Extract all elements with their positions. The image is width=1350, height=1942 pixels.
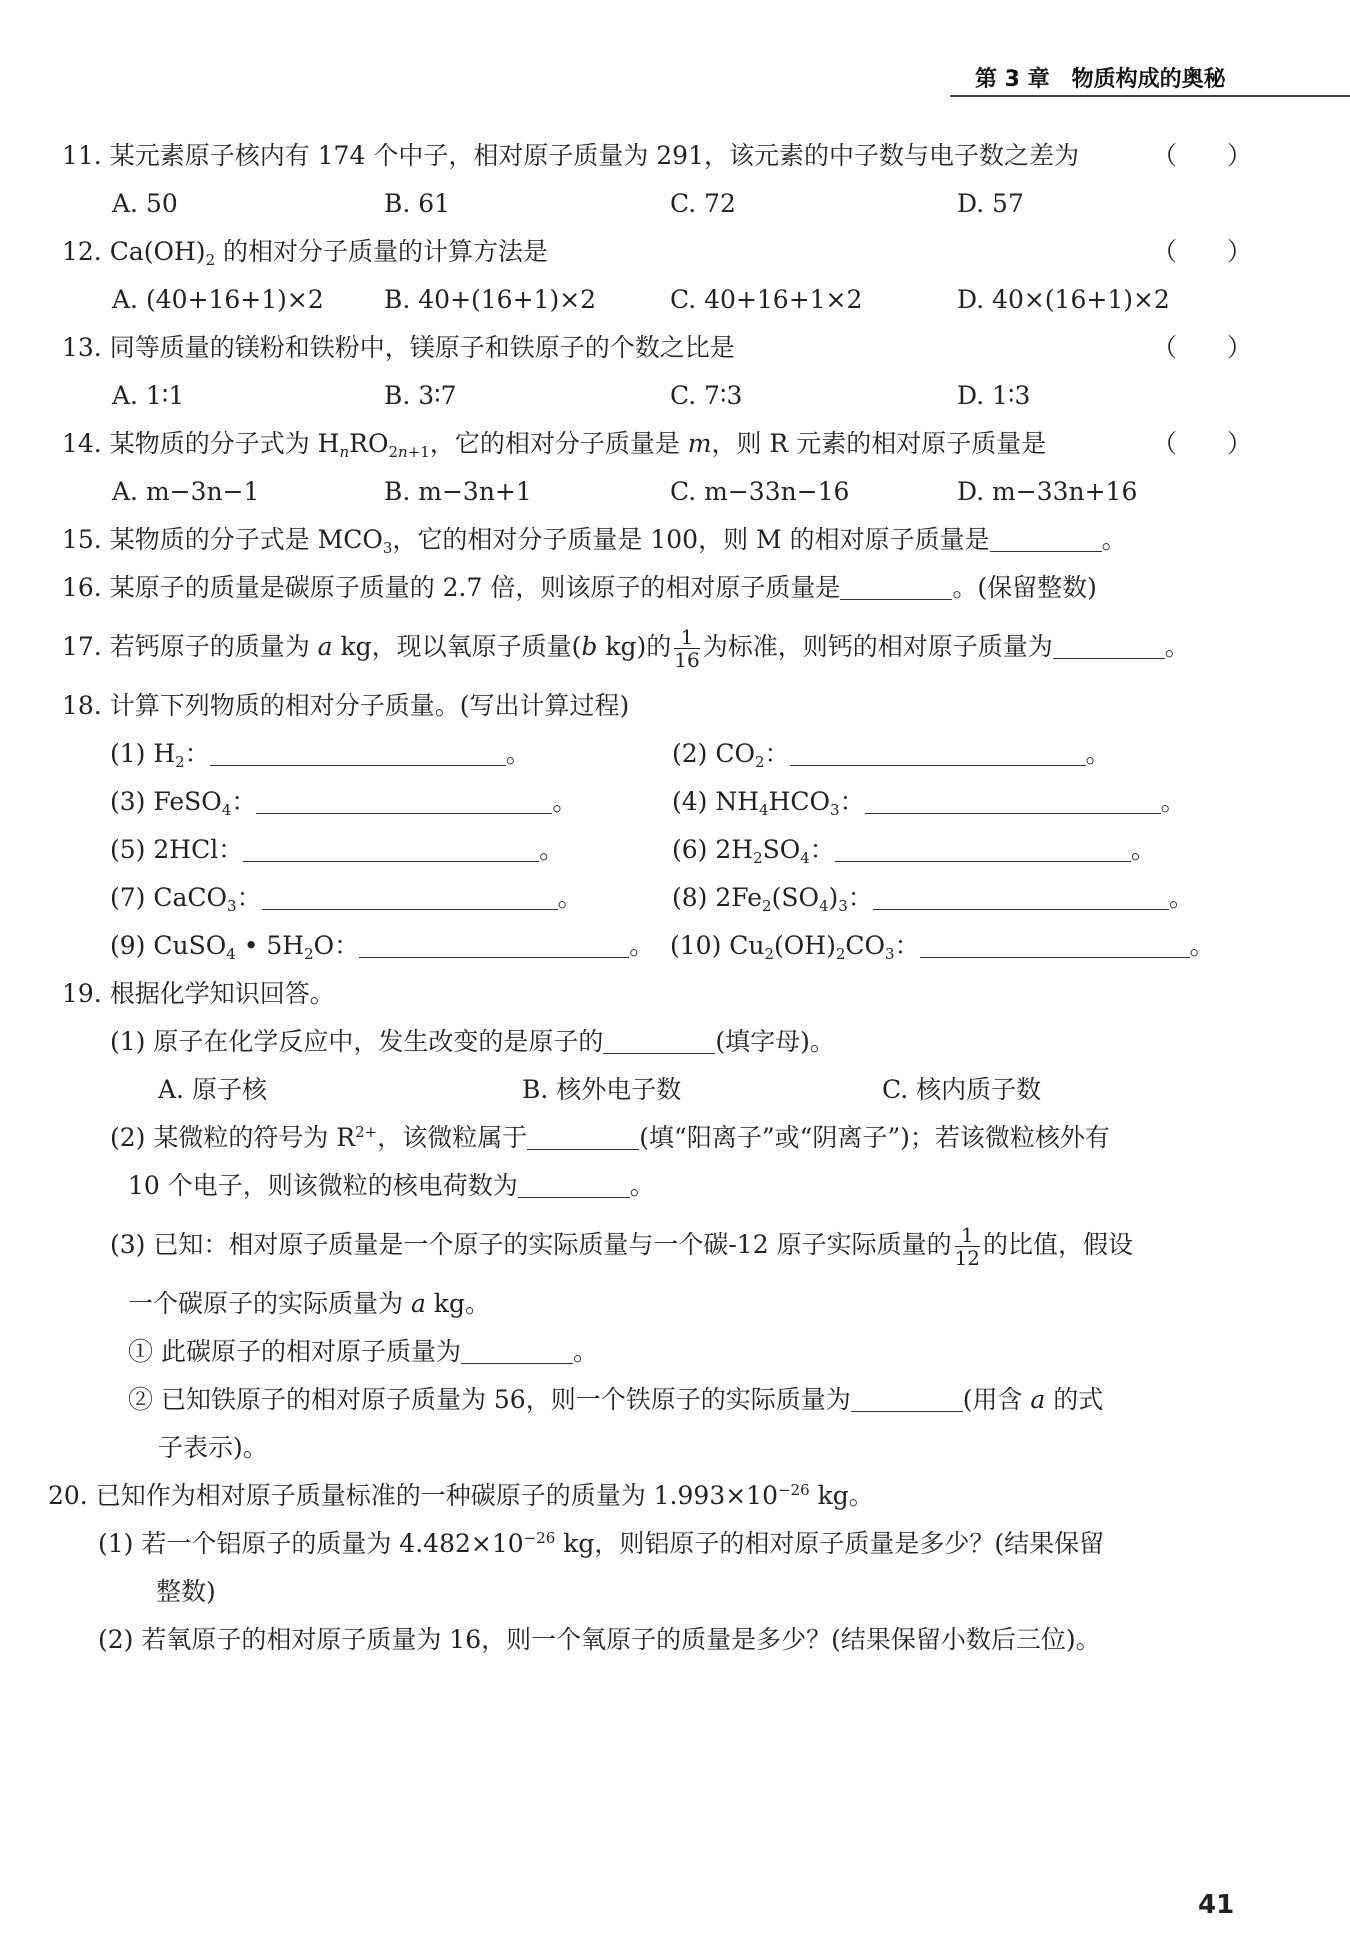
- option-b: B. 核外电子数: [522, 1075, 682, 1104]
- q20-p1-text-c: 整数): [156, 1577, 216, 1606]
- q19-part-2-cont: [62, 1162, 1252, 1210]
- q19-sub-2-cont: [62, 1424, 1252, 1472]
- answer-blank[interactable]: [790, 735, 1086, 766]
- item-label: (9) CuSO: [110, 931, 227, 960]
- var-a: a: [317, 632, 333, 661]
- q11-options: [62, 180, 1252, 228]
- q17-stem-mid: kg，现以氧原子质量(: [332, 632, 582, 661]
- q19-p1-note: (填字母)。: [715, 1027, 835, 1056]
- answer-blank[interactable]: [851, 1381, 963, 1412]
- q14-stem-tail: ，它的相对分子质量是: [429, 429, 688, 458]
- q19-s1-text: ① 此碳原子的相对原子质量为: [128, 1337, 461, 1366]
- answer-bracket: （ ）: [1151, 237, 1252, 266]
- q19-sub-1: [62, 1328, 1252, 1376]
- q18-item-2: (2) $CO_2$： 。: [672, 730, 1111, 778]
- question-17: [62, 612, 1252, 682]
- item-label: (1) H: [110, 739, 176, 768]
- colon: ：: [809, 835, 835, 864]
- item-label-cont: • 5H: [235, 931, 305, 960]
- q12-stem: 的相对分子质量的计算方法是: [215, 237, 549, 266]
- option-b: B. m−3n+1: [384, 477, 532, 506]
- q18-row-5: (9) CuSO$_4$ • $5H_2O$： 。 (10) $Cu_2(OH)_2CO_3$： 。: [62, 922, 1252, 970]
- option-a: A. m−3n−1: [112, 477, 260, 506]
- q16-note: 。(保留整数): [952, 573, 1097, 602]
- answer-bracket: （ ）: [1151, 141, 1252, 170]
- q19-p1-options: [62, 1066, 1252, 1114]
- numerator: 1: [955, 1224, 980, 1247]
- colon: ：: [218, 835, 244, 864]
- q15-stem-tail: ，它的相对分子质量是 100，则 M 的相对原子质量是: [392, 525, 990, 554]
- period: 。: [572, 1337, 598, 1366]
- q17-stem: 17. 若钙原子的质量为: [62, 632, 318, 661]
- option-d: D. 1∶3: [957, 381, 1031, 410]
- answer-blank[interactable]: [990, 521, 1102, 552]
- q19-s2-note: (用含: [962, 1385, 1031, 1414]
- q19-p2-text-c: (填“阳离子”或“阴离子”)；若该微粒核外有: [639, 1123, 1110, 1152]
- answer-blank[interactable]: [873, 879, 1169, 910]
- option-c: C. m−33n−16: [670, 477, 850, 506]
- colon: ：: [894, 931, 920, 960]
- item-label-cont: CO: [845, 931, 886, 960]
- q19-part-1: [62, 1018, 1252, 1066]
- colon: ：: [839, 787, 865, 816]
- q18-stem: 18. 计算下列物质的相对分子质量。(写出计算过程): [62, 691, 630, 720]
- var-a: a: [1030, 1385, 1046, 1414]
- page-number: 41: [1198, 1890, 1235, 1920]
- header-rule: [950, 95, 1350, 97]
- exponent: −26: [523, 1529, 556, 1547]
- item-label-cont: O: [313, 931, 335, 960]
- question-20: [48, 1472, 1252, 1520]
- period: 。: [1168, 883, 1194, 912]
- q20-p1-text: (1) 若一个铝原子的质量为 4.482×10: [98, 1529, 524, 1558]
- period: 。: [1160, 787, 1186, 816]
- option-a: A. 原子核: [158, 1075, 267, 1104]
- item-label-cont: (SO: [771, 883, 819, 912]
- question-16: [62, 564, 1252, 612]
- numerator: 1: [674, 626, 699, 649]
- item-label: (5) 2HCl: [110, 835, 219, 864]
- q20-p1-text-b: kg，则铝原子的相对原子质量是多少？(结果保留: [555, 1529, 1105, 1558]
- q19-s2-text-cont: 子表示)。: [158, 1433, 268, 1462]
- option-d: D. 40×(16+1)×2: [957, 285, 1170, 314]
- q19-p3-text-c: 一个碳原子的实际质量为: [128, 1289, 411, 1318]
- q12-number: 12.: [62, 237, 102, 266]
- question-14: [62, 420, 1252, 468]
- fraction: [955, 1224, 980, 1269]
- chapter-header: 第 3 章 物质构成的奥秘: [975, 67, 1226, 92]
- colon: ：: [847, 883, 873, 912]
- q18-row-3: [62, 826, 1252, 874]
- period: 。: [552, 787, 578, 816]
- colon: ：: [334, 931, 360, 960]
- question-18: [62, 682, 1252, 730]
- question-19: [62, 970, 1252, 1018]
- answer-blank[interactable]: [518, 1167, 630, 1198]
- denominator: 16: [674, 648, 700, 672]
- q19-p3-text-b: 的比值，假设: [983, 1230, 1134, 1259]
- q11-stem: 11. 某元素原子核内有 174 个中子，相对原子质量为 291，该元素的中子数与电子数之差为: [62, 141, 1079, 170]
- charge-superscript: 2+: [355, 1123, 378, 1141]
- period: 。: [1164, 632, 1190, 661]
- q18-row-1: (1) $H_2$： 。 (2) $CO_2$： 。: [62, 730, 1252, 778]
- denominator: 12: [954, 1246, 981, 1270]
- q19-p2-text-b: ，该微粒属于: [377, 1123, 528, 1152]
- answer-blank[interactable]: [527, 1119, 639, 1150]
- question-list: [48, 132, 1252, 1664]
- item-label: (4) NH: [672, 787, 760, 816]
- option-c: C. 7∶3: [670, 381, 743, 410]
- answer-blank[interactable]: [920, 927, 1190, 958]
- q19-p1-text: (1) 原子在化学反应中，发生改变的是原子的: [110, 1027, 604, 1056]
- q19-p3-text-d: kg。: [425, 1289, 490, 1318]
- q18-item-8: (8) $2Fe_2(SO_4)_3$： 。: [672, 874, 1194, 922]
- q14-stem-tail2: ，则 R 元素的相对原子质量是: [711, 429, 1047, 458]
- answer-blank[interactable]: [840, 569, 952, 600]
- q13-options: [62, 372, 1252, 420]
- period: 。: [1189, 931, 1215, 960]
- exponent: −26: [777, 1481, 810, 1499]
- fraction: [674, 626, 699, 671]
- q12-options: [62, 276, 1252, 324]
- option-c: C. 核内质子数: [882, 1075, 1042, 1104]
- option-c: C. 72: [670, 189, 736, 218]
- option-c: C. 40+16+1×2: [670, 285, 863, 314]
- answer-blank[interactable]: [210, 735, 506, 766]
- option-b: B. 61: [384, 189, 451, 218]
- question-15: 15. 某物质的分子式是 $MCO_3$，它的相对分子质量是 100，则 M 的相对原子质量是 。: [62, 516, 1252, 564]
- option-d: D. 57: [957, 189, 1024, 218]
- q19-part-2: [62, 1114, 1252, 1162]
- colon: ：: [231, 787, 257, 816]
- option-a: A. 1∶1: [112, 381, 185, 410]
- colon: ：: [184, 739, 210, 768]
- q19-p3-text: (3) 已知：相对原子质量是一个原子的实际质量与一个碳-12 原子实际质量的: [110, 1230, 952, 1259]
- period: 。: [539, 835, 565, 864]
- item-label: (2) CO: [672, 739, 755, 768]
- answer-blank[interactable]: [835, 831, 1131, 862]
- q18-row-2: (3) FeSO$_4$： 。 (4) $NH_4HCO_3$： 。: [62, 778, 1252, 826]
- question-12: [62, 228, 1252, 276]
- q16-stem: 16. 某原子的质量是碳原子质量的 2.7 倍，则该原子的相对原子质量是: [62, 573, 841, 602]
- answer-blank[interactable]: [243, 831, 539, 862]
- q12-formula: $Ca(OH)_2$: [109, 237, 216, 269]
- q14-stem: 14. 某物质的分子式为: [62, 429, 318, 458]
- q19-p2-text: (2) 某微粒的符号为 R: [110, 1123, 356, 1152]
- period: 。: [629, 931, 655, 960]
- period: 。: [1101, 525, 1127, 554]
- answer-blank[interactable]: [1053, 628, 1165, 659]
- q19-part-3: [62, 1210, 1252, 1280]
- q14-formula: $H_nRO_{2n+1}$: [317, 429, 430, 461]
- var-b: b: [581, 632, 598, 661]
- q14-options: [62, 468, 1252, 516]
- answer-blank[interactable]: [461, 1333, 573, 1364]
- colon: ：: [236, 883, 262, 912]
- q18-row-4: (7) CaCO$_3$： 。 (8) $2Fe_2(SO_4)_3$： 。: [62, 874, 1252, 922]
- item-label: (6) 2H: [672, 835, 754, 864]
- period: 。: [505, 739, 531, 768]
- q19-stem: 19. 根据化学知识回答。: [62, 979, 335, 1008]
- answer-blank[interactable]: [865, 783, 1161, 814]
- item-label: (3) FeSO: [110, 787, 222, 816]
- period: 。: [629, 1171, 655, 1200]
- var-a: a: [410, 1289, 426, 1318]
- q15-stem: 15. 某物质的分子式是 MCO: [62, 525, 383, 554]
- q18-item-6: (6) $2H_2SO_4$： 。: [672, 826, 1156, 874]
- q19-s2-note-b: 的式: [1045, 1385, 1104, 1414]
- answer-blank[interactable]: [262, 879, 558, 910]
- q20-part-1: [62, 1520, 1252, 1568]
- period: 。: [1085, 739, 1111, 768]
- answer-blank[interactable]: [256, 783, 552, 814]
- q20-part-2: [62, 1616, 1252, 1664]
- colon: ：: [764, 739, 790, 768]
- answer-blank[interactable]: [603, 1023, 715, 1054]
- answer-bracket: （ ）: [1151, 429, 1252, 458]
- q17-stem-post: 为标准，则钙的相对原子质量为: [702, 632, 1053, 661]
- period: 。: [557, 883, 583, 912]
- item-label-cont: ): [828, 883, 839, 912]
- q20-stem: 20. 已知作为相对原子质量标准的一种碳原子的质量为 1.993×10: [48, 1481, 778, 1510]
- option-d: D. m−33n+16: [957, 477, 1138, 506]
- q18-item-4: (4) $NH_4HCO_3$： 。: [672, 778, 1186, 826]
- q19-sub-2: [62, 1376, 1252, 1424]
- q19-part-3-cont: [62, 1280, 1252, 1328]
- question-11: [62, 132, 1252, 180]
- option-b: B. 3∶7: [384, 381, 457, 410]
- option-a: A. 50: [112, 189, 178, 218]
- option-b: B. 40+(16+1)×2: [384, 285, 597, 314]
- q14-m: m: [687, 429, 712, 458]
- item-label: (8) 2Fe: [672, 883, 763, 912]
- question-13: [62, 324, 1252, 372]
- option-a: A. (40+16+1)×2: [112, 285, 324, 314]
- q18-item-10: (10) $Cu_2(OH)_2CO_3$： 。: [670, 922, 1215, 970]
- item-label-cont: SO: [762, 835, 801, 864]
- q17-stem-mid2: kg)的: [597, 632, 672, 661]
- answer-blank[interactable]: [359, 927, 629, 958]
- q19-p2-text-d: 10 个电子，则该微粒的核电荷数为: [128, 1171, 518, 1200]
- q20-part-1-cont: [62, 1568, 1252, 1616]
- q20-unit: kg。: [809, 1481, 874, 1510]
- q13-stem: 13. 同等质量的镁粉和铁粉中，镁原子和铁原子的个数之比是: [62, 333, 735, 362]
- q20-p2-text: (2) 若氧原子的相对原子质量为 16，则一个氧原子的质量是多少？(结果保留小数后三位)。: [98, 1625, 1101, 1654]
- item-label-cont: HCO: [768, 787, 831, 816]
- item-label-cont: (OH): [774, 931, 836, 960]
- item-label: (7) CaCO: [110, 883, 228, 912]
- item-label: (10) Cu: [670, 931, 765, 960]
- answer-bracket: （ ）: [1151, 333, 1252, 362]
- q19-s2-text: ② 已知铁原子的相对原子质量为 56，则一个铁原子的实际质量为: [128, 1385, 851, 1414]
- period: 。: [1130, 835, 1156, 864]
